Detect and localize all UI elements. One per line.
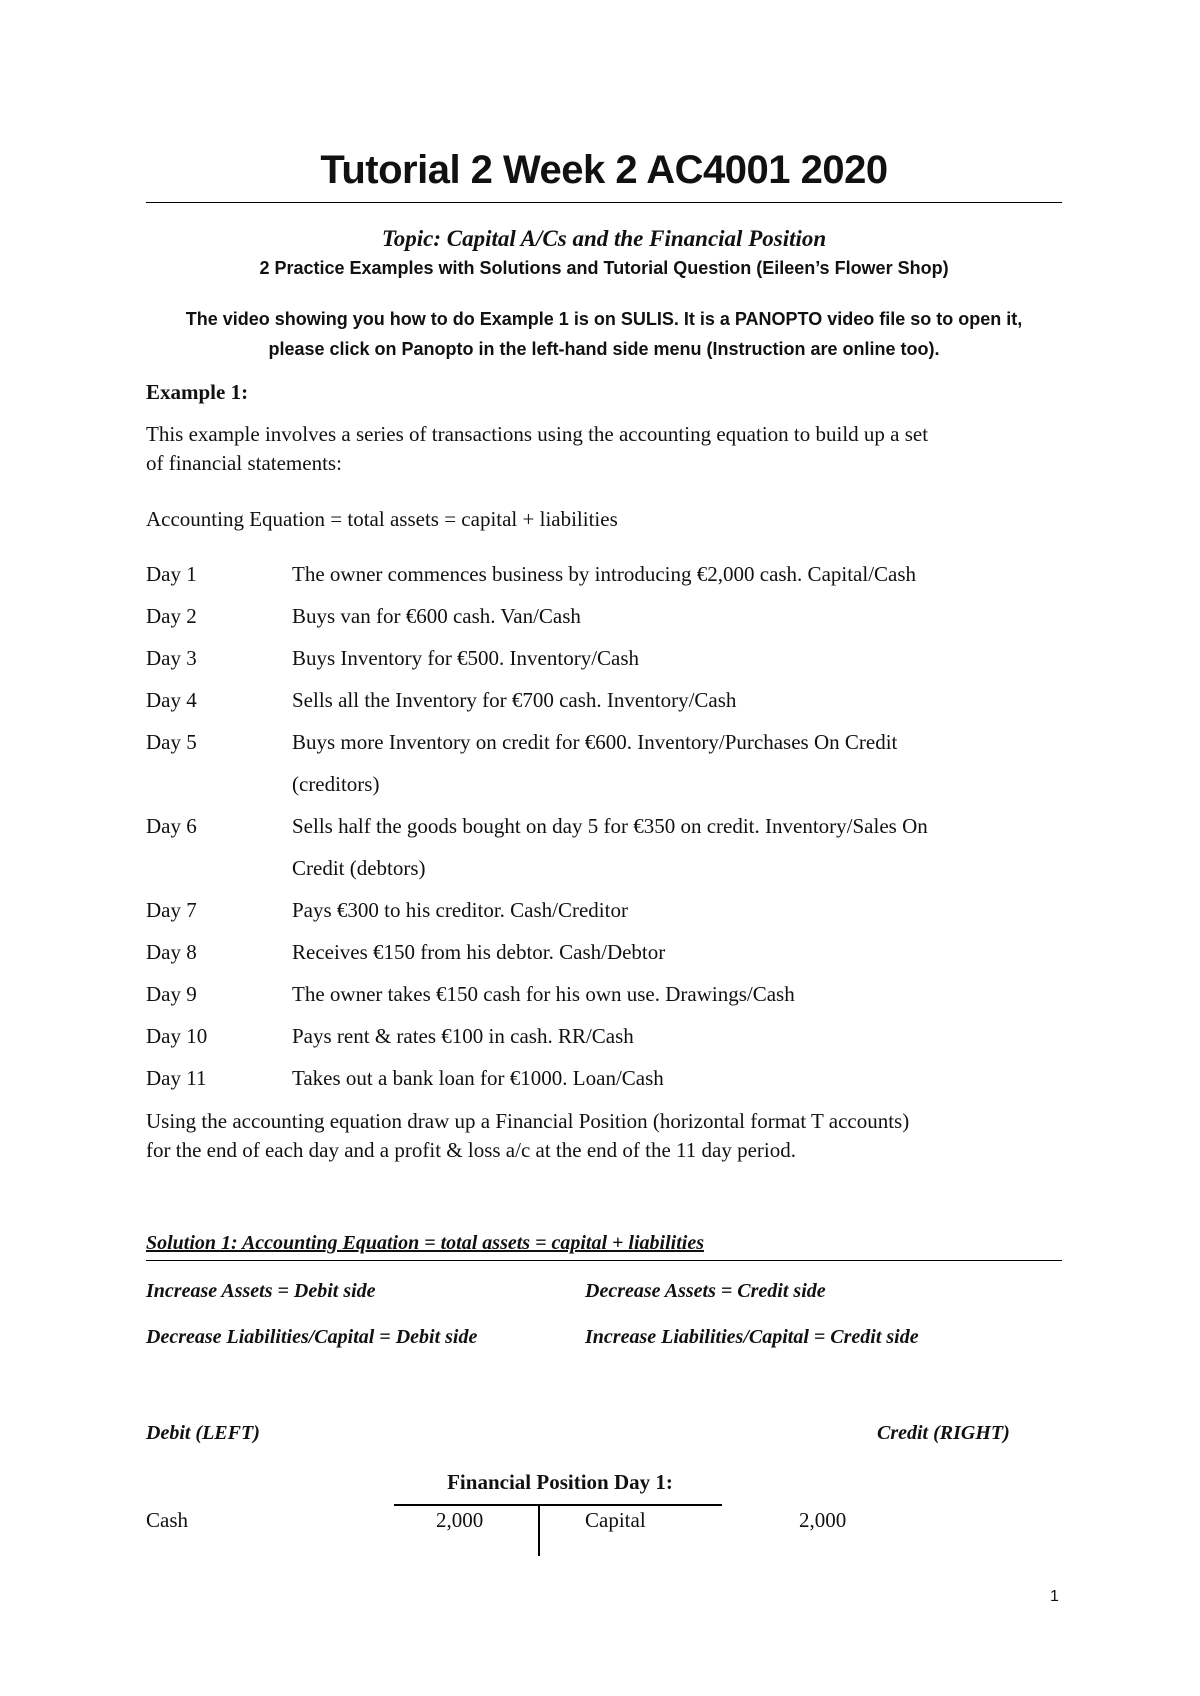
day-description: Buys Inventory for €500. Inventory/Cash <box>292 646 640 670</box>
debit-label: Debit (LEFT) <box>146 1422 260 1444</box>
day-label: Day 9 <box>146 982 197 1006</box>
day-description-line: Buys more Inventory on credit for €600. Inventory/Purchases On Credit <box>292 730 898 754</box>
credit-account-name: Capital <box>585 1508 646 1532</box>
increase-assets-rule: Increase Assets = Debit side <box>146 1280 376 1302</box>
day-description: Sells all the Inventory for €700 cash. Inventory/Cash <box>292 688 737 712</box>
decrease-assets-rule: Decrease Assets = Credit side <box>585 1280 826 1302</box>
day-label: Day 3 <box>146 646 197 670</box>
day-description-line: Credit (debtors) <box>292 856 426 880</box>
solution-heading: Solution 1: Accounting Equation = total assets = capital + liabilities <box>146 1232 704 1254</box>
t-account-divider <box>538 1504 540 1556</box>
day-label: Day 11 <box>146 1066 207 1090</box>
title-rule <box>146 202 1062 203</box>
example-heading: Example 1: <box>146 380 249 404</box>
example-instruction <box>146 1107 1066 1165</box>
day-description-line: Sells half the goods bought on day 5 for €350 on credit. Inventory/Sales On <box>292 814 928 838</box>
video-note-line: please click on Panopto in the left-hand side menu (Instruction are online too). <box>268 339 940 359</box>
video-note <box>146 304 1062 364</box>
day-description: Takes out a bank loan for €1000. Loan/Cash <box>292 1066 664 1090</box>
subtopic-line: 2 Practice Examples with Solutions and Tutorial Question (Eileen’s Flower Shop) <box>259 258 949 278</box>
increase-liabilities-rule: Increase Liabilities/Capital = Credit side <box>585 1326 919 1348</box>
day-description: Pays €300 to his creditor. Cash/Creditor <box>292 898 628 922</box>
credit-account-amount: 2,000 <box>799 1508 847 1532</box>
day-label: Day 10 <box>146 1024 208 1048</box>
day-description: Buys van for €600 cash. Van/Cash <box>292 604 581 628</box>
instruction-line: Using the accounting equation draw up a Financial Position (horizontal format T accounts) <box>146 1109 910 1133</box>
page-number: 1 <box>1050 1588 1059 1605</box>
day-label: Day 8 <box>146 940 197 964</box>
debit-account-amount: 2,000 <box>436 1508 484 1532</box>
financial-position-title: Financial Position Day 1: <box>447 1470 673 1494</box>
day-description <box>292 805 1072 889</box>
day-label: Day 7 <box>146 898 197 922</box>
day-label: Day 5 <box>146 730 197 754</box>
day-label: Day 2 <box>146 604 197 628</box>
intro-line: This example involves a series of transactions using the accounting equation to build up a set <box>146 422 929 446</box>
intro-line: of financial statements: <box>146 451 342 475</box>
day-description-line: (creditors) <box>292 772 380 796</box>
day-label: Day 1 <box>146 562 197 586</box>
day-description: The owner takes €150 cash for his own use. Drawings/Cash <box>292 982 795 1006</box>
day-description <box>292 721 1072 805</box>
video-note-line: The video showing you how to do Example 1 is on SULIS. It is a PANOPTO video file so to open it, <box>185 309 1023 329</box>
day-label: Day 4 <box>146 688 197 712</box>
accounting-equation: Accounting Equation = total assets = capital + liabilities <box>146 507 618 531</box>
decrease-liabilities-rule: Decrease Liabilities/Capital = Debit side <box>146 1326 478 1348</box>
example-intro <box>146 420 1066 478</box>
solution-rule <box>146 1260 1062 1261</box>
topic-heading: Topic: Capital A/Cs and the Financial Position <box>381 226 827 251</box>
debit-account-name: Cash <box>146 1508 188 1532</box>
page-title: Tutorial 2 Week 2 AC4001 2020 <box>320 148 888 192</box>
t-account-top-line <box>394 1504 722 1506</box>
credit-label: Credit (RIGHT) <box>877 1422 1010 1444</box>
instruction-line: for the end of each day and a profit & loss a/c at the end of the 11 day period. <box>146 1138 796 1162</box>
day-description: The owner commences business by introducing €2,000 cash. Capital/Cash <box>292 562 917 586</box>
day-description: Receives €150 from his debtor. Cash/Debtor <box>292 940 666 964</box>
day-description: Pays rent & rates €100 in cash. RR/Cash <box>292 1024 634 1048</box>
day-label: Day 6 <box>146 814 197 838</box>
